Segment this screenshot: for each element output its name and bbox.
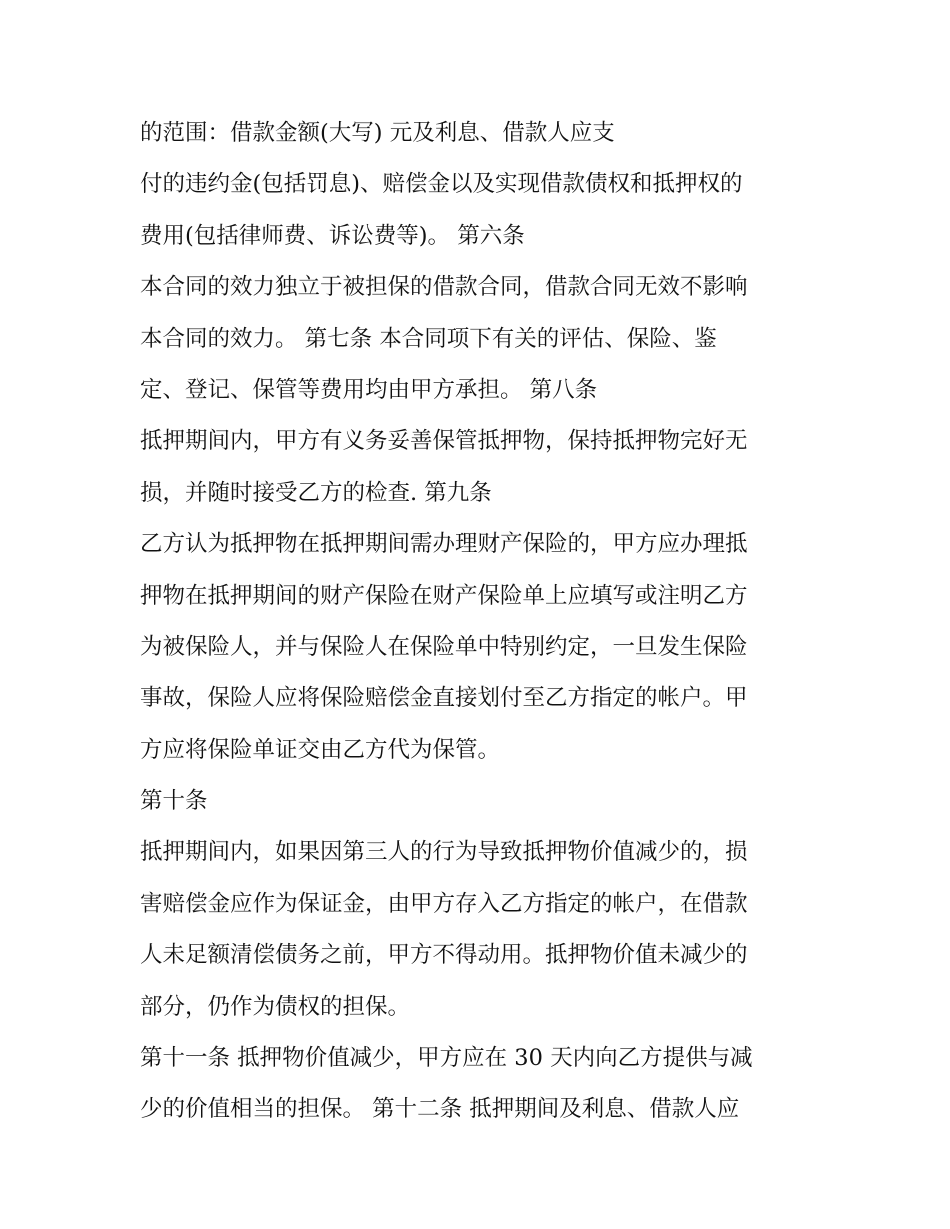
text-line: 损，并随时接受乙方的检查. 第九条: [140, 479, 492, 506]
text-line: 方应将保险单证交由乙方代为保管。: [140, 736, 501, 763]
text-line: 少的价值相当的担保。 第十二条 抵押期间及利息、借款人应: [140, 1096, 740, 1123]
section-heading: 第十条: [140, 788, 208, 815]
text-line: 害赔偿金应作为保证金，由甲方存入乙方指定的帐户，在借款: [140, 890, 748, 917]
text-line: 人未足额清偿债务之前，甲方不得动用。抵押物价值未减少的: [140, 942, 748, 969]
text-line: 本合同的效力。 第七条 本合同项下有关的评估、保险、鉴: [140, 325, 717, 352]
text-line: 抵押期间内，甲方有义务妥善保管抵押物，保持抵押物完好无: [140, 428, 748, 455]
text-line: 为被保险人，并与保险人在保险单中特别约定，一旦发生保险: [140, 633, 748, 660]
contract-text: [140, 108, 820, 1136]
text-line: 付的违约金(包括罚息)、赔偿金以及实现借款债权和抵押权的: [140, 171, 743, 198]
text-line: 本合同的效力独立于被担保的借款合同，借款合同无效不影响: [140, 274, 748, 301]
text-line: 押物在抵押期间的财产保险在财产保险单上应填写或注明乙方: [140, 582, 748, 609]
text-line: 抵押期间内，如果因第三人的行为导致抵押物价值减少的，损: [140, 839, 748, 866]
text-line: 的范围：借款金额(大写) 元及利息、借款人应支: [140, 120, 615, 146]
text-line: 部分，仍作为债权的担保。: [140, 993, 411, 1020]
text-line: 乙方认为抵押物在抵押期间需办理财产保险的，甲方应办理抵: [140, 531, 748, 558]
text-line: 定、登记、保管等费用均由甲方承担。 第八条: [140, 376, 598, 403]
text-line: 第十一条 抵押物价值减少，甲方应在 30 天内向乙方提供与减: [140, 1045, 753, 1072]
text-line: 费用(包括律师费、诉讼费等)。 第六条: [140, 222, 525, 249]
text-line: 事故，保险人应将保险赔偿金直接划付至乙方指定的帐户。甲: [140, 685, 748, 712]
